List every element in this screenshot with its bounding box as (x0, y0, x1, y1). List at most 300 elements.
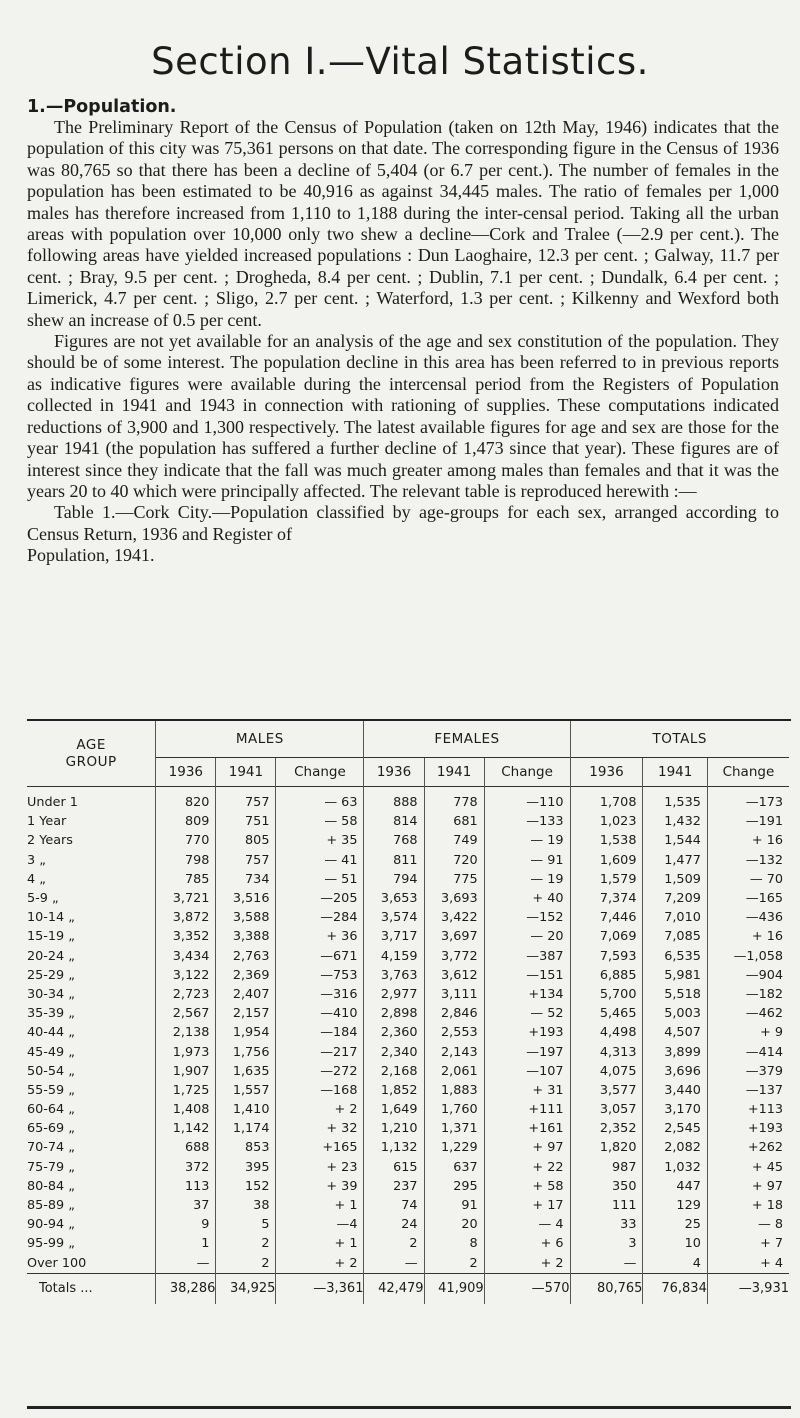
cell-males-change: —316 (276, 985, 364, 1004)
table-caption-end: Population, 1941. (27, 545, 155, 566)
section-title: Section I.—Vital Statistics. (151, 40, 649, 83)
cell-males-change: — 51 (276, 870, 364, 889)
cell-totals-change: —379 (707, 1062, 789, 1081)
cell-males-change: —410 (276, 1004, 364, 1023)
cell-males-change: + 1 (276, 1234, 364, 1253)
cell-females-1936: — (364, 1254, 424, 1274)
table-row (27, 1062, 789, 1081)
cell-totals-change: +113 (707, 1100, 789, 1119)
cell-totals-change: + 18 (707, 1196, 789, 1215)
cell-females-1936: 768 (364, 831, 424, 850)
cell-females-1941: 637 (424, 1158, 484, 1177)
cell-males-change: —217 (276, 1042, 364, 1061)
cell-totals-1936: 3,057 (570, 1100, 643, 1119)
cell-females-change: + 97 (484, 1138, 570, 1157)
cell-males-1936: — (156, 1254, 216, 1274)
cell-males-change: —205 (276, 889, 364, 908)
table-row (27, 1177, 789, 1196)
cell-males-1941: 853 (216, 1138, 276, 1157)
cell-females-1936: 2,977 (364, 985, 424, 1004)
cell-females-change: + 6 (484, 1234, 570, 1253)
cell-totals-1936: 3,577 (570, 1081, 643, 1100)
cell-males-1936: 3,721 (156, 889, 216, 908)
cell-totals-1936: 5,700 (570, 985, 643, 1004)
table-row (27, 985, 789, 1004)
cell-males-1936: 9 (156, 1215, 216, 1234)
cell-males-1941: 152 (216, 1177, 276, 1196)
cell-females-change: + 58 (484, 1177, 570, 1196)
cell-females-1936: 3,574 (364, 908, 424, 927)
cell-females-1941: 778 (424, 793, 484, 812)
cell-totals-1936: 1,538 (570, 831, 643, 850)
cell-totals-change: — 8 (707, 1215, 789, 1234)
cell-females-1936: 615 (364, 1158, 424, 1177)
table-row (27, 889, 789, 908)
cell-females-1936: 814 (364, 812, 424, 831)
cell-females-change: —387 (484, 947, 570, 966)
cell-totals-change: + 45 (707, 1158, 789, 1177)
cell-age-group: 1 Year (27, 814, 67, 830)
cell-totals-1936: 1,708 (570, 793, 643, 812)
cell-males-1941: 1,954 (216, 1023, 276, 1042)
cell-totals-1941: 3,899 (643, 1042, 707, 1061)
cell-totals-1941: 7,010 (643, 908, 707, 927)
cell-males-1941: 3,388 (216, 927, 276, 946)
cell-age-group: 60-64 „ (27, 1102, 75, 1118)
cell-totals-1936: 5,465 (570, 1004, 643, 1023)
table-row (27, 947, 789, 966)
cell-males-1941: 38 (216, 1196, 276, 1215)
cell-totals-change: +262 (707, 1138, 789, 1157)
cell-totals-change: —191 (707, 812, 789, 831)
cell-females-change: — 19 (484, 831, 570, 850)
cell-totals-change: —132 (707, 851, 789, 870)
cell-males-1941: 3,516 (216, 889, 276, 908)
cell-males-change: + 32 (276, 1119, 364, 1138)
cell-females-1936: 2 (364, 1234, 424, 1253)
cell-females-change: —152 (484, 908, 570, 927)
cell-females-change: — 20 (484, 927, 570, 946)
cell-males-1941: 3,588 (216, 908, 276, 927)
cell-males-1936: 2,138 (156, 1023, 216, 1042)
table-row (27, 1100, 789, 1119)
totals-all-1936: 80,765 (570, 1273, 643, 1304)
cell-males-1936: 3,872 (156, 908, 216, 927)
cell-totals-1941: 5,003 (643, 1004, 707, 1023)
totals-all-1941: 76,834 (643, 1273, 707, 1304)
cell-females-change: — 19 (484, 870, 570, 889)
cell-females-change: + 17 (484, 1196, 570, 1215)
cell-totals-1941: 7,209 (643, 889, 707, 908)
cell-females-1936: 2,340 (364, 1042, 424, 1061)
cell-age-group: Under 1 (27, 795, 78, 811)
cell-females-1941: 720 (424, 851, 484, 870)
table-row (27, 793, 789, 812)
cell-totals-change: —1,058 (707, 947, 789, 966)
cell-totals-change: + 16 (707, 831, 789, 850)
cell-females-1941: 2,553 (424, 1023, 484, 1042)
cell-totals-1936: 6,885 (570, 966, 643, 985)
cell-age-group: 3 „ (27, 852, 46, 868)
cell-totals-change: —165 (707, 889, 789, 908)
cell-totals-1936: 7,446 (570, 908, 643, 927)
cell-totals-change: + 97 (707, 1177, 789, 1196)
cell-females-1941: 681 (424, 812, 484, 831)
cell-totals-1936: 4,313 (570, 1042, 643, 1061)
cell-totals-1936: 1,820 (570, 1138, 643, 1157)
cell-age-group: 45-49 „ (27, 1044, 75, 1060)
females-header: FEMALES (364, 721, 570, 758)
cell-males-1941: 2,407 (216, 985, 276, 1004)
table-row (27, 908, 789, 927)
cell-males-change: —184 (276, 1023, 364, 1042)
cell-females-1941: 1,371 (424, 1119, 484, 1138)
cell-females-change: — 91 (484, 851, 570, 870)
cell-age-group: 35-39 „ (27, 1006, 75, 1022)
cell-totals-1941: 3,440 (643, 1081, 707, 1100)
cell-females-1941: 1,229 (424, 1138, 484, 1157)
cell-totals-1936: 33 (570, 1215, 643, 1234)
cell-males-1941: 2 (216, 1234, 276, 1253)
table-row (27, 1215, 789, 1234)
cell-age-group: 15-19 „ (27, 929, 75, 945)
cell-males-change: + 23 (276, 1158, 364, 1177)
cell-males-change: — 63 (276, 793, 364, 812)
cell-females-1936: 3,763 (364, 966, 424, 985)
cell-males-1936: 798 (156, 851, 216, 870)
cell-males-1941: 757 (216, 851, 276, 870)
cell-males-1941: 734 (216, 870, 276, 889)
cell-totals-1936: 2,352 (570, 1119, 643, 1138)
cell-females-1936: 2,168 (364, 1062, 424, 1081)
cell-totals-1941: 4 (643, 1254, 707, 1274)
cell-males-change: —753 (276, 966, 364, 985)
cell-males-change: + 39 (276, 1177, 364, 1196)
table-row (27, 1138, 789, 1157)
cell-males-1936: 785 (156, 870, 216, 889)
paragraph: Figures are not yet available for an analysis of the age and sex constitution of the population. They should be of some interest. The population decline in this area has been referred to in previous reports as indicative figures were available during the intercensal period from the Registers of Population collected in 1941 and 1943 in connection with rationing of supplies. These computations indicated reductions of 3,900 and 1,300 respectively. The latest available figures for age and sex are those for the year 1941 (the population has suffered a further decline of 1,473 since that year). These figures are of interest since they indicate that the fall was much greater among males than females and that it was the years 20 to 40 which were principally affected. The relevant table is reproduced herewith :— (27, 331, 779, 501)
cell-age-group: 30-34 „ (27, 986, 75, 1002)
totals-females-change: —570 (484, 1273, 570, 1304)
cell-females-1936: 3,653 (364, 889, 424, 908)
cell-females-1936: 2,360 (364, 1023, 424, 1042)
cell-females-1941: 3,422 (424, 908, 484, 927)
table-row (27, 812, 789, 831)
cell-males-1941: 395 (216, 1158, 276, 1177)
cell-totals-1936: 4,075 (570, 1062, 643, 1081)
table-caption: Table 1.—Cork City.—Population classified by age-groups for each sex, arranged according to Census Return, 1936 and Register of (27, 502, 779, 544)
cell-females-change: +134 (484, 985, 570, 1004)
cell-males-1936: 2,567 (156, 1004, 216, 1023)
cell-totals-change: + 9 (707, 1023, 789, 1042)
table-row (27, 851, 789, 870)
cell-females-change: —133 (484, 812, 570, 831)
cell-females-1941: 91 (424, 1196, 484, 1215)
cell-males-1941: 1,635 (216, 1062, 276, 1081)
cell-totals-1941: 4,507 (643, 1023, 707, 1042)
cell-males-1941: 2,369 (216, 966, 276, 985)
cell-males-change: —4 (276, 1215, 364, 1234)
cell-totals-change: +193 (707, 1119, 789, 1138)
cell-males-1936: 1,408 (156, 1100, 216, 1119)
cell-females-1936: 888 (364, 793, 424, 812)
cell-females-1936: 3,717 (364, 927, 424, 946)
paragraph: The Preliminary Report of the Census of Population (taken on 12th May, 1946) indicates that the population of this city was 75,361 persons on that date. The corresponding figure in the Census of 1936 was 80,765 so that there has been a decline of 5,404 (or 6.7 per cent.). The number of females in the population has been estimated to be 40,916 as against 34,445 males. The ratio of females per 1,000 males has therefore increased from 1,110 to 1,188 during the inter-censal period. Taking all the urban areas with population over 10,000 only two shew a decline—Cork and Tralee (—2.9 per cent.). The following areas have yielded increased populations : Dun Laoghaire, 12.3 per cent. ; Galway, 11.7 per cent. ; Bray, 9.5 per cent. ; Drogheda, 8.4 per cent. ; Dublin, 7.1 per cent. ; Dundalk, 6.4 per cent. ; Limerick, 4.7 per cent. ; Sligo, 2.7 per cent. ; Waterford, 1.3 per cent. ; Kilkenny and Wexford both shew an increase of 0.5 per cent. (27, 117, 779, 330)
cell-males-change: — 41 (276, 851, 364, 870)
cell-males-1941: 1,174 (216, 1119, 276, 1138)
col-males-1941: 1941 (216, 758, 276, 787)
cell-totals-1936: — (570, 1254, 643, 1274)
cell-age-group: 4 „ (27, 871, 46, 887)
cell-males-1941: 751 (216, 812, 276, 831)
totals-males-1936: 38,286 (156, 1273, 216, 1304)
cell-males-1936: 37 (156, 1196, 216, 1215)
cell-males-1936: 3,434 (156, 947, 216, 966)
table-row (27, 1254, 789, 1274)
cell-males-1941: 2 (216, 1254, 276, 1274)
cell-females-1936: 237 (364, 1177, 424, 1196)
cell-totals-1941: 1,544 (643, 831, 707, 850)
cell-totals-1941: 1,477 (643, 851, 707, 870)
table-row (27, 1081, 789, 1100)
cell-females-1936: 1,852 (364, 1081, 424, 1100)
totals-all-change: —3,931 (707, 1273, 789, 1304)
population-table (27, 721, 789, 1304)
table-bottom-rule (27, 1406, 791, 1409)
cell-totals-change: —904 (707, 966, 789, 985)
col-females-1936: 1936 (364, 758, 424, 787)
cell-females-1941: 1,760 (424, 1100, 484, 1119)
totals-row (27, 1273, 789, 1304)
cell-males-change: +165 (276, 1138, 364, 1157)
cell-females-change: — 4 (484, 1215, 570, 1234)
cell-males-change: + 2 (276, 1100, 364, 1119)
cell-totals-1936: 1,023 (570, 812, 643, 831)
cell-females-change: + 22 (484, 1158, 570, 1177)
cell-females-1941: 2,846 (424, 1004, 484, 1023)
col-totals-change: Change (707, 758, 789, 787)
cell-females-1936: 794 (364, 870, 424, 889)
cell-males-1936: 1,725 (156, 1081, 216, 1100)
cell-males-change: — 58 (276, 812, 364, 831)
totals-females-1936: 42,479 (364, 1273, 424, 1304)
males-header: MALES (156, 721, 364, 758)
cell-totals-1941: 129 (643, 1196, 707, 1215)
cell-females-1936: 4,159 (364, 947, 424, 966)
table-row (27, 1234, 789, 1253)
cell-females-change: — 52 (484, 1004, 570, 1023)
cell-males-1941: 805 (216, 831, 276, 850)
cell-totals-1941: 5,981 (643, 966, 707, 985)
cell-females-change: +111 (484, 1100, 570, 1119)
table-row (27, 870, 789, 889)
cell-totals-1941: 25 (643, 1215, 707, 1234)
cell-females-1941: 295 (424, 1177, 484, 1196)
cell-males-1941: 5 (216, 1215, 276, 1234)
cell-totals-1941: 1,535 (643, 793, 707, 812)
cell-males-1936: 1 (156, 1234, 216, 1253)
table-row (27, 1004, 789, 1023)
cell-age-group: 70-74 „ (27, 1140, 75, 1156)
cell-females-1936: 1,132 (364, 1138, 424, 1157)
cell-females-change: + 40 (484, 889, 570, 908)
totals-males-1941: 34,925 (216, 1273, 276, 1304)
cell-totals-change: + 16 (707, 927, 789, 946)
cell-totals-1941: 7,085 (643, 927, 707, 946)
col-totals-1941: 1941 (643, 758, 707, 787)
cell-age-group: 2 Years (27, 833, 73, 849)
age-header-line2: GROUP (65, 753, 117, 770)
cell-males-1936: 372 (156, 1158, 216, 1177)
body-text (27, 117, 779, 567)
cell-totals-1941: 3,170 (643, 1100, 707, 1119)
cell-females-1941: 3,772 (424, 947, 484, 966)
cell-age-group: 80-84 „ (27, 1178, 75, 1194)
cell-males-1936: 820 (156, 793, 216, 812)
cell-totals-1941: 2,545 (643, 1119, 707, 1138)
totals-label: Totals ... (27, 1273, 156, 1304)
cell-males-change: + 35 (276, 831, 364, 850)
cell-females-1936: 1,210 (364, 1119, 424, 1138)
cell-females-change: + 31 (484, 1081, 570, 1100)
cell-age-group: 20-24 „ (27, 948, 75, 964)
cell-age-group: 95-99 „ (27, 1236, 75, 1252)
cell-males-1941: 1,410 (216, 1100, 276, 1119)
totals-males-change: —3,361 (276, 1273, 364, 1304)
cell-totals-1941: 1,432 (643, 812, 707, 831)
cell-totals-change: — 70 (707, 870, 789, 889)
cell-totals-change: + 4 (707, 1254, 789, 1274)
cell-females-change: —107 (484, 1062, 570, 1081)
cell-males-change: + 1 (276, 1196, 364, 1215)
cell-females-1941: 3,111 (424, 985, 484, 1004)
cell-females-1941: 2,061 (424, 1062, 484, 1081)
cell-totals-1936: 7,593 (570, 947, 643, 966)
cell-males-1936: 3,122 (156, 966, 216, 985)
cell-totals-1941: 447 (643, 1177, 707, 1196)
cell-females-change: —151 (484, 966, 570, 985)
cell-totals-1941: 10 (643, 1234, 707, 1253)
cell-females-1941: 20 (424, 1215, 484, 1234)
cell-totals-1936: 111 (570, 1196, 643, 1215)
cell-males-change: —272 (276, 1062, 364, 1081)
cell-age-group: 85-89 „ (27, 1198, 75, 1214)
cell-females-1941: 2 (424, 1254, 484, 1274)
cell-totals-change: —436 (707, 908, 789, 927)
table-row (27, 1158, 789, 1177)
cell-females-1941: 1,883 (424, 1081, 484, 1100)
cell-females-change: + 2 (484, 1254, 570, 1274)
cell-males-1936: 1,973 (156, 1042, 216, 1061)
cell-age-group: 50-54 „ (27, 1063, 75, 1079)
table-row (27, 1042, 789, 1061)
cell-males-change: + 2 (276, 1254, 364, 1274)
cell-males-change: —671 (276, 947, 364, 966)
table-row (27, 831, 789, 850)
cell-females-change: +193 (484, 1023, 570, 1042)
cell-age-group: 55-59 „ (27, 1082, 75, 1098)
cell-males-1936: 770 (156, 831, 216, 850)
totals-header: TOTALS (570, 721, 789, 758)
cell-totals-1936: 350 (570, 1177, 643, 1196)
cell-males-1936: 3,352 (156, 927, 216, 946)
cell-totals-1941: 3,696 (643, 1062, 707, 1081)
cell-males-1936: 809 (156, 812, 216, 831)
cell-females-1936: 1,649 (364, 1100, 424, 1119)
cell-males-1941: 1,756 (216, 1042, 276, 1061)
cell-totals-change: —173 (707, 793, 789, 812)
cell-totals-1936: 3 (570, 1234, 643, 1253)
cell-males-1941: 2,157 (216, 1004, 276, 1023)
table-body (27, 793, 789, 1273)
age-group-header (27, 721, 156, 787)
table-row (27, 927, 789, 946)
cell-females-1941: 3,697 (424, 927, 484, 946)
cell-age-group: 65-69 „ (27, 1121, 75, 1137)
cell-age-group: 25-29 „ (27, 967, 75, 983)
cell-age-group: Over 100 (27, 1255, 87, 1271)
cell-totals-1936: 1,609 (570, 851, 643, 870)
cell-males-1941: 1,557 (216, 1081, 276, 1100)
cell-totals-change: —414 (707, 1042, 789, 1061)
col-males-change: Change (276, 758, 364, 787)
cell-males-1941: 2,763 (216, 947, 276, 966)
cell-males-1936: 2,723 (156, 985, 216, 1004)
cell-males-1936: 688 (156, 1138, 216, 1157)
cell-females-1941: 2,143 (424, 1042, 484, 1061)
cell-males-change: —168 (276, 1081, 364, 1100)
cell-females-change: —197 (484, 1042, 570, 1061)
cell-age-group: 40-44 „ (27, 1025, 75, 1041)
cell-males-1941: 757 (216, 793, 276, 812)
cell-males-change: + 36 (276, 927, 364, 946)
subheading: 1.—Population. (27, 97, 177, 117)
cell-age-group: 75-79 „ (27, 1159, 75, 1175)
col-females-1941: 1941 (424, 758, 484, 787)
cell-totals-1941: 5,518 (643, 985, 707, 1004)
cell-females-1941: 749 (424, 831, 484, 850)
cell-totals-1936: 7,069 (570, 927, 643, 946)
cell-females-1936: 24 (364, 1215, 424, 1234)
cell-totals-1936: 987 (570, 1158, 643, 1177)
cell-totals-1941: 1,032 (643, 1158, 707, 1177)
cell-females-1941: 8 (424, 1234, 484, 1253)
cell-totals-1941: 1,509 (643, 870, 707, 889)
table-row (27, 1196, 789, 1215)
table-row (27, 1119, 789, 1138)
cell-females-change: +161 (484, 1119, 570, 1138)
totals-females-1941: 41,909 (424, 1273, 484, 1304)
col-males-1936: 1936 (156, 758, 216, 787)
cell-males-1936: 1,142 (156, 1119, 216, 1138)
cell-females-1936: 74 (364, 1196, 424, 1215)
cell-totals-change: + 7 (707, 1234, 789, 1253)
cell-females-1941: 775 (424, 870, 484, 889)
col-females-change: Change (484, 758, 570, 787)
cell-males-1936: 1,907 (156, 1062, 216, 1081)
cell-age-group: 5-9 „ (27, 891, 59, 907)
cell-totals-1936: 4,498 (570, 1023, 643, 1042)
cell-totals-1936: 7,374 (570, 889, 643, 908)
col-totals-1936: 1936 (570, 758, 643, 787)
cell-age-group: 90-94 „ (27, 1217, 75, 1233)
cell-females-change: —110 (484, 793, 570, 812)
cell-totals-1941: 2,082 (643, 1138, 707, 1157)
cell-females-1941: 3,612 (424, 966, 484, 985)
age-header-line1: AGE (76, 736, 106, 753)
table-row (27, 1023, 789, 1042)
table-row (27, 966, 789, 985)
